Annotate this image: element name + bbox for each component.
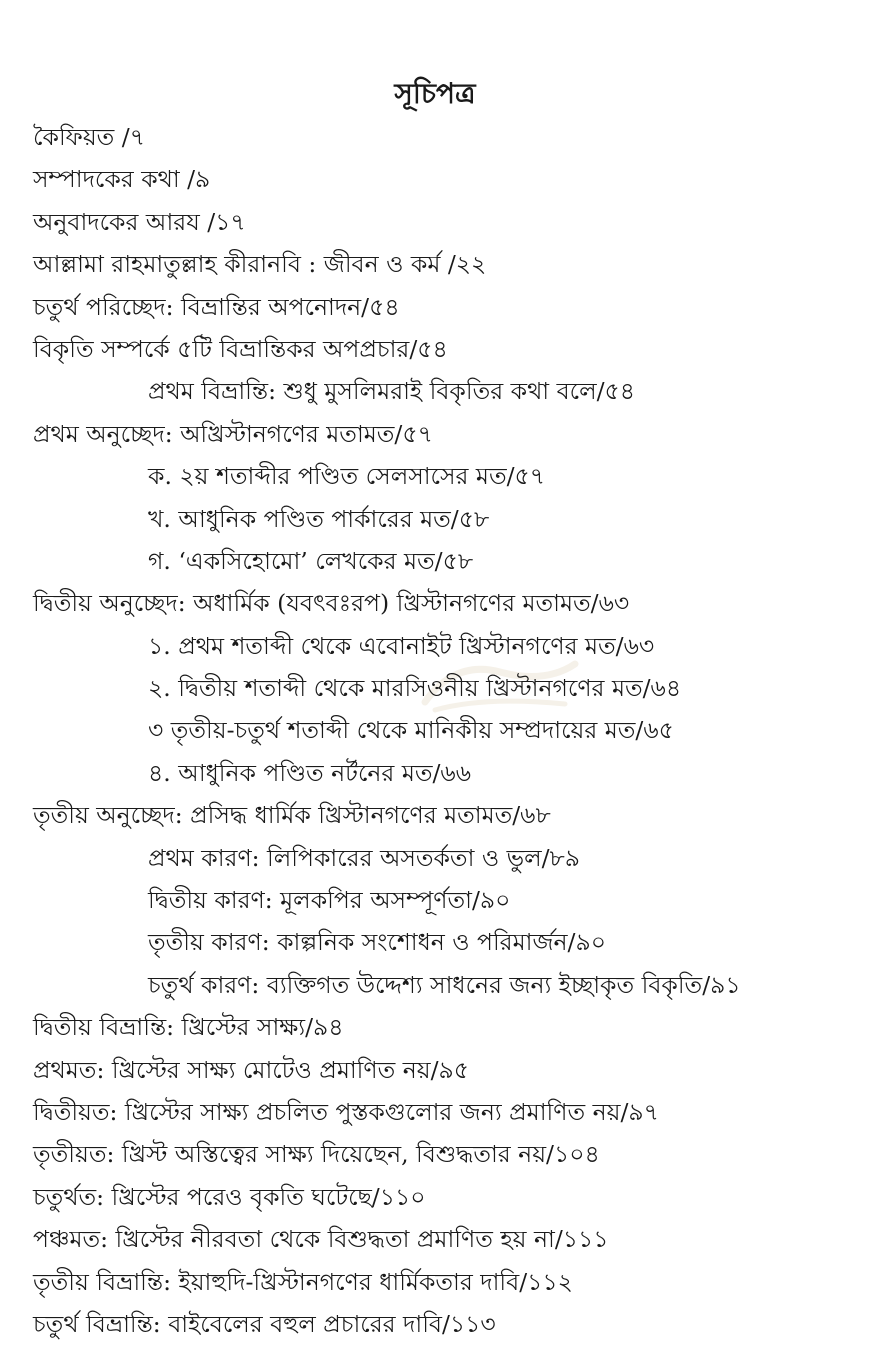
toc-entry: চতুর্থ কারণ: ব্যক্তিগত উদ্দেশ্য সাধনের জন্য ইচ্ছাকৃত বিকৃতি/৯১ bbox=[148, 970, 741, 999]
toc-entry: প্রথমত: খ্রিস্টের সাক্ষ্য মোটেও প্রমাণিত নয়/৯৫ bbox=[33, 1055, 469, 1084]
toc-entry: তৃতীয় বিভ্রান্তি: ইয়াহুদি-খ্রিস্টানগণের ধার্মিকতার দাবি/১১২ bbox=[33, 1267, 573, 1296]
toc-entry: প্রথম অনুচ্ছেদ: অখ্রিস্টানগণের মতামত/৫৭ bbox=[33, 419, 433, 448]
toc-entry: অনুবাদকের আরয /১৭ bbox=[33, 207, 246, 236]
toc-entry: তৃতীয় অনুচ্ছেদ: প্রসিদ্ধ ধার্মিক খ্রিস্টানগণের মতামত/৬৮ bbox=[33, 801, 551, 830]
table-of-contents bbox=[0, 116, 870, 1345]
page-title: সূচিপত্র bbox=[394, 77, 476, 110]
toc-entry: খ. আধুনিক পণ্ডিত পার্কারের মত/৫৮ bbox=[148, 504, 490, 533]
toc-entry: প্রথম বিভ্রান্তি: শুধু মুসলিমরাই বিকৃতির কথা বলে/৫৪ bbox=[148, 377, 636, 406]
toc-entry: গ. ‘একসিহোমো’ লেখকের মত/৫৮ bbox=[148, 546, 474, 575]
toc-entry: বিকৃতি সম্পর্কে ৫টি বিভ্রান্তিকর অপপ্রচার/৫৪ bbox=[33, 334, 448, 363]
toc-entry: ক. ২য় শতাব্দীর পণ্ডিত সেলসাসের মত/৫৭ bbox=[148, 462, 546, 491]
toc-entry: ৪. আধুনিক পণ্ডিত নর্টনের মত/৬৬ bbox=[148, 758, 471, 787]
toc-entry: চতুর্থত: খ্রিস্টের পরেও বৃকতি ঘটেছে/১১০ bbox=[33, 1182, 426, 1211]
toc-entry: চতুর্থ পরিচ্ছেদ: বিভ্রান্তির অপনোদন/৫৪ bbox=[33, 292, 400, 321]
toc-entry: কৈফিয়ত /৭ bbox=[33, 123, 145, 151]
toc-entry: তৃতীয় কারণ: কাল্পনিক সংশোধন ও পরিমার্জন/৯০ bbox=[148, 928, 606, 957]
toc-entry: প্রথম কারণ: লিপিকারের অসতর্কতা ও ভুল/৮৯ bbox=[148, 843, 581, 872]
toc-entry: ২. দ্বিতীয় শতাব্দী থেকে মারসিওনীয় খ্রিস্টানগণের মত/৬৪ bbox=[148, 674, 682, 703]
toc-entry: ৩ তৃতীয়-চতুর্থ শতাব্দী থেকে মানিকীয় সম্প্রদায়ের মত/৬৫ bbox=[148, 716, 674, 745]
toc-entry: ১. প্রথম শতাব্দী থেকে এবোনাইট খ্রিস্টানগণের মত/৬৩ bbox=[148, 631, 655, 660]
toc-entry: দ্বিতীয় অনুচ্ছেদ: অধার্মিক (যবৎবঃরপ) খ্রিস্টানগণের মতামত/৬৩ bbox=[33, 589, 630, 618]
toc-entry: সম্পাদকের কথা /৯ bbox=[33, 165, 211, 194]
toc-entry: দ্বিতীয় কারণ: মূলকপির অসম্পূর্ণতা/৯০ bbox=[148, 886, 511, 915]
toc-entry: চতুর্থ বিভ্রান্তি: বাইবেলের বহুল প্রচারের দাবি/১১৩ bbox=[33, 1309, 496, 1338]
toc-entry: তৃতীয়ত: খ্রিস্ট অস্তিত্বের সাক্ষ্য দিয়েছেন, বিশুদ্ধতার নয়/১০৪ bbox=[33, 1140, 600, 1169]
toc-entry: দ্বিতীয় বিভ্রান্তি: খ্রিস্টের সাক্ষ্য/৯৪ bbox=[33, 1013, 344, 1042]
toc-entry: আল্লামা রাহমাতুল্লাহ কীরানবি : জীবন ও কর্ম /২২ bbox=[33, 250, 487, 279]
toc-entry: পঞ্চমত: খ্রিস্টের নীরবতা থেকে বিশুদ্ধতা প্রমাণিত হয় না/১১১ bbox=[33, 1225, 609, 1254]
toc-entry: দ্বিতীয়ত: খ্রিস্টের সাক্ষ্য প্রচলিত পুস্তকগুলোর জন্য প্রমাণিত নয়/৯৭ bbox=[33, 1097, 659, 1126]
